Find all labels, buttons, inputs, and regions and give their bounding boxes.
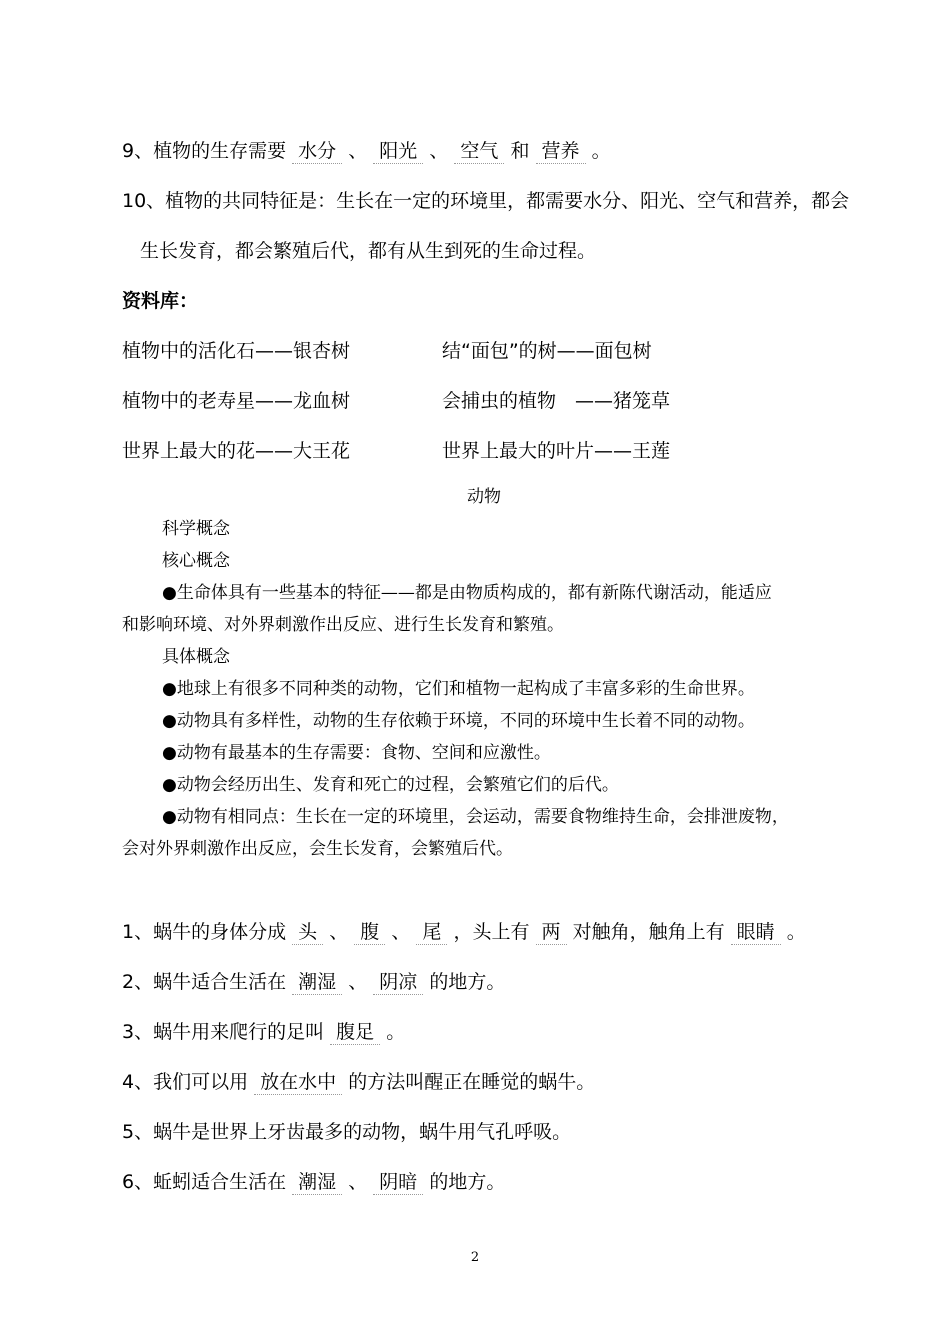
q9-blank-4: 营养 bbox=[536, 140, 586, 164]
specific-concept-heading: 具体概念 bbox=[162, 647, 230, 667]
q9-blank-2: 阳光 bbox=[373, 140, 423, 164]
library-item: 植物中的活化石——银杏树 bbox=[122, 340, 351, 362]
q1-mid-1: ，头上有 bbox=[453, 921, 530, 943]
specific-concept-item: ●动物有最基本的生存需要：食物、空间和应激性。 bbox=[162, 743, 551, 763]
library-item: 植物中的老寿星——龙血树 bbox=[122, 390, 351, 412]
q1-end: 。 bbox=[786, 921, 806, 943]
science-concept-heading: 科学概念 bbox=[162, 519, 230, 539]
q6-blank-1: 潮湿 bbox=[292, 1171, 342, 1195]
specific-concept-item: ●地球上有很多不同种类的动物，它们和植物一起构成了丰富多彩的生命世界。 bbox=[162, 679, 755, 699]
q3-prefix: 3、蜗牛用来爬行的足叫 bbox=[122, 1021, 325, 1043]
q9-blank-3: 空气 bbox=[454, 140, 504, 164]
plant-question-10-line-2: 生长发育，都会繁殖后代，都有从生到死的生命过程。 bbox=[140, 240, 597, 262]
q9-end: 。 bbox=[591, 140, 611, 162]
animal-question-1 bbox=[122, 917, 806, 945]
q9-sep-2: 、 bbox=[429, 140, 449, 162]
animal-question-6 bbox=[122, 1167, 505, 1195]
library-item: 会捕虫的植物 ——猪笼草 bbox=[442, 390, 671, 412]
page-number: 2 bbox=[470, 1250, 480, 1265]
q6-sep: 、 bbox=[348, 1171, 368, 1193]
q4-blank-1: 放在水中 bbox=[254, 1071, 342, 1095]
q1-blank-1: 头 bbox=[292, 921, 323, 945]
q6-suffix: 的地方。 bbox=[429, 1171, 506, 1193]
q6-prefix: 6、蚯蚓适合生活在 bbox=[122, 1171, 287, 1193]
library-item: 结“面包”的树——面包树 bbox=[442, 340, 652, 362]
q1-mid-2: 对触角，触角上有 bbox=[572, 921, 725, 943]
q1-blank-4: 两 bbox=[536, 921, 567, 945]
core-concept-line-2: 和影响环境、对外界刺激作出反应、进行生长发育和繁殖。 bbox=[122, 615, 564, 635]
q2-blank-1: 潮湿 bbox=[292, 971, 342, 995]
q9-and: 和 bbox=[510, 140, 530, 162]
specific-concept-item: ●动物有相同点：生长在一定的环境里，会运动，需要食物维持生命，会排泄废物， bbox=[162, 807, 789, 827]
q4-prefix: 4、我们可以用 bbox=[122, 1071, 249, 1093]
q1-sep-2: 、 bbox=[391, 921, 411, 943]
q4-suffix: 的方法叫醒正在睡觉的蜗牛。 bbox=[348, 1071, 596, 1093]
plant-question-10-line-1: 10、植物的共同特征是：生长在一定的环境里，都需要水分、阳光、空气和营养，都会 bbox=[122, 190, 850, 212]
section-title: 动物 bbox=[467, 487, 501, 507]
q2-sep: 、 bbox=[348, 971, 368, 993]
q1-blank-2: 腹 bbox=[354, 921, 385, 945]
core-concept-line-1: ●生命体具有一些基本的特征——都是由物质构成的，都有新陈代谢活动，能适应 bbox=[162, 583, 772, 603]
q1-sep-1: 、 bbox=[329, 921, 349, 943]
animal-question-2 bbox=[122, 967, 505, 995]
animal-question-5: 5、蜗牛是世界上牙齿最多的动物，蜗牛用气孔呼吸。 bbox=[122, 1121, 572, 1143]
q9-sep-1: 、 bbox=[348, 140, 368, 162]
plant-question-9 bbox=[122, 136, 611, 164]
q9-prefix: 9、植物的生存需要 bbox=[122, 140, 287, 162]
library-title: 资料库： bbox=[122, 290, 199, 312]
q3-end: 。 bbox=[386, 1021, 406, 1043]
animal-question-3 bbox=[122, 1017, 405, 1045]
q1-blank-5: 眼睛 bbox=[731, 921, 781, 945]
q3-blank-1: 腹足 bbox=[330, 1021, 380, 1045]
q2-prefix: 2、蜗牛适合生活在 bbox=[122, 971, 287, 993]
q2-suffix: 的地方。 bbox=[429, 971, 506, 993]
q1-prefix: 1、蜗牛的身体分成 bbox=[122, 921, 287, 943]
library-item: 世界上最大的花——大王花 bbox=[122, 440, 351, 462]
library-item: 世界上最大的叶片——王莲 bbox=[442, 440, 671, 462]
core-concept-heading: 核心概念 bbox=[162, 551, 230, 571]
specific-concept-item: ●动物会经历出生、发育和死亡的过程，会繁殖它们的后代。 bbox=[162, 775, 619, 795]
q9-blank-1: 水分 bbox=[292, 140, 342, 164]
q6-blank-2: 阴暗 bbox=[373, 1171, 423, 1195]
specific-concept-item: ●动物具有多样性，动物的生存依赖于环境，不同的环境中生长着不同的动物。 bbox=[162, 711, 755, 731]
specific-concept-item-continued: 会对外界刺激作出反应，会生长发育，会繁殖后代。 bbox=[122, 839, 513, 859]
animal-question-4 bbox=[122, 1067, 595, 1095]
q1-blank-3: 尾 bbox=[416, 921, 447, 945]
q2-blank-2: 阴凉 bbox=[373, 971, 423, 995]
